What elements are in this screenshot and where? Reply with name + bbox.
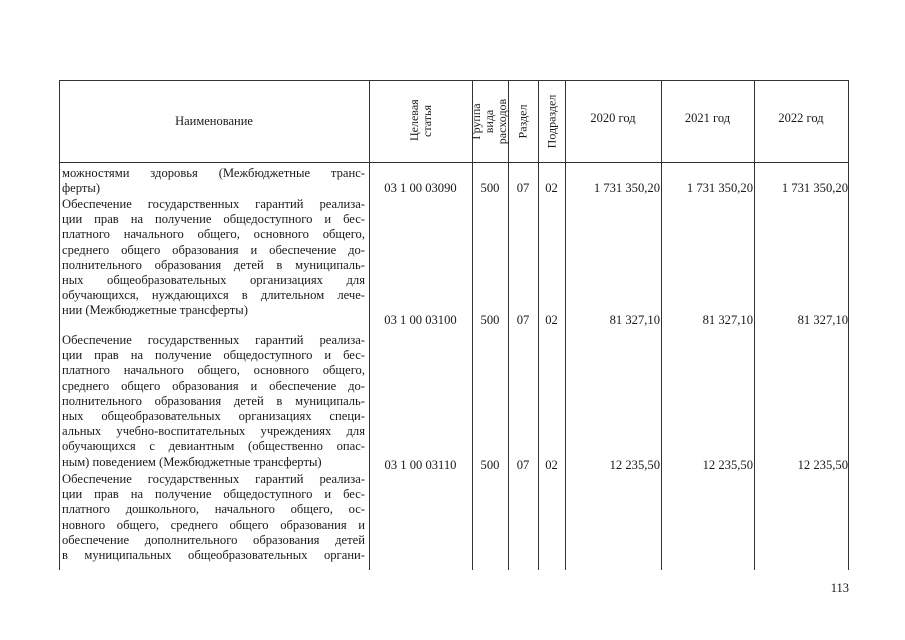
header-bottom-border bbox=[59, 162, 849, 163]
header-2022-text: 2022 год bbox=[778, 110, 824, 125]
row-name-line: ции прав на получение общедоступного и бес- bbox=[62, 487, 365, 502]
row-expense-group: 500 bbox=[480, 458, 500, 472]
table-right-border bbox=[848, 80, 849, 570]
header-name-text: Наименование bbox=[175, 113, 253, 128]
row-name-line: полнительного образования детей в муниципаль- bbox=[62, 393, 365, 408]
row-name-line: в муниципальных общеобразовательных органи- bbox=[62, 547, 365, 562]
row-name-line: Обеспечение государственных гарантий реализа- bbox=[62, 197, 365, 211]
row-section: 07 bbox=[516, 458, 530, 472]
row-name-line: ции прав на получение общедоступного и бес- bbox=[62, 212, 365, 227]
header-target-article bbox=[369, 80, 472, 162]
row-name-line: можностями здоровья (Межбюджетные транс- bbox=[62, 166, 365, 180]
row-name-line: ции прав на получение общедоступного и бес- bbox=[62, 348, 365, 363]
row-name bbox=[62, 472, 365, 563]
row-amount-2021: 12 235,50 bbox=[702, 458, 753, 472]
header-subsection-text: Подраздел bbox=[544, 94, 559, 148]
row-amount-2020: 81 327,10 bbox=[609, 313, 660, 327]
header-section-text: Раздел bbox=[515, 104, 530, 138]
row-name-line: среднего общего образования и обеспечение до- bbox=[62, 378, 365, 393]
budget-table bbox=[59, 80, 849, 570]
row-amount-2022: 12 235,50 bbox=[797, 458, 848, 472]
header-target-article-text: Целевая статья bbox=[406, 99, 434, 141]
row-name bbox=[62, 166, 365, 196]
row-name-line: ным) поведением (Межбюджетные трансферты) bbox=[62, 454, 322, 469]
header-2020-text: 2020 год bbox=[590, 110, 636, 125]
row-section: 07 bbox=[516, 181, 530, 195]
row-expense-group: 500 bbox=[480, 313, 500, 327]
row-amount-2020: 1 731 350,20 bbox=[593, 181, 660, 195]
row-name-line: нии (Межбюджетные трансферты) bbox=[62, 303, 248, 318]
page-number: 113 bbox=[830, 581, 849, 595]
row-name-line: Обеспечение государственных гарантий реализа- bbox=[62, 333, 365, 347]
row-name bbox=[62, 197, 365, 319]
row-name-line: Обеспечение государственных гарантий реализа- bbox=[62, 472, 365, 486]
header-2021 bbox=[661, 80, 754, 156]
row-subsection: 02 bbox=[545, 313, 558, 327]
row-amount-2021: 81 327,10 bbox=[702, 313, 753, 327]
row-name-line: полнительного образования детей в муниципаль- bbox=[62, 257, 365, 272]
row-name-line: обучающихся с девиантным (общественно опас- bbox=[62, 439, 365, 454]
row-name bbox=[62, 333, 365, 470]
row-target-article: 03 1 00 03110 bbox=[384, 458, 457, 472]
row-target-article: 03 1 00 03090 bbox=[384, 181, 457, 195]
row-name-line: ных общеобразовательных организациях для bbox=[62, 272, 365, 287]
row-name-line: среднего общего образования и обеспечение до- bbox=[62, 242, 365, 257]
row-name-line: платного начального общего, основного общего, bbox=[62, 363, 365, 378]
row-amount-2022: 81 327,10 bbox=[797, 313, 848, 327]
header-subsection bbox=[538, 80, 565, 162]
row-section: 07 bbox=[516, 313, 530, 327]
header-2020 bbox=[565, 80, 661, 156]
header-2021-text: 2021 год bbox=[684, 110, 731, 125]
row-amount-2021: 1 731 350,20 bbox=[686, 181, 753, 195]
header-expense-group bbox=[469, 80, 510, 162]
row-name-line: платного дошкольного, начального общего, ос- bbox=[62, 502, 365, 517]
row-name-line: новного общего, среднего общего образования и bbox=[62, 517, 365, 532]
row-name-line: ных общеобразовательных организациях специ- bbox=[62, 408, 365, 423]
header-section bbox=[508, 80, 538, 162]
row-target-article: 03 1 00 03100 bbox=[384, 313, 457, 327]
header-2022 bbox=[754, 80, 848, 156]
row-name-line: альных учебно-воспитательных учреждениях для bbox=[62, 424, 365, 439]
header-name bbox=[59, 80, 369, 162]
row-expense-group: 500 bbox=[480, 181, 500, 195]
row-amount-2022: 1 731 350,20 bbox=[781, 181, 848, 195]
row-subsection: 02 bbox=[545, 458, 558, 472]
header-expense-group-text: Группа вида расходов bbox=[469, 98, 510, 144]
row-name-line: обучающихся, нуждающихся в длительном лече- bbox=[62, 288, 365, 303]
row-subsection: 02 bbox=[545, 181, 558, 195]
row-name-line: обеспечение дополнительного образования детей bbox=[62, 532, 365, 547]
row-name-line: ферты) bbox=[62, 181, 101, 196]
row-name-line: платного начального общего, основного общего, bbox=[62, 227, 365, 242]
row-amount-2020: 12 235,50 bbox=[609, 458, 660, 472]
